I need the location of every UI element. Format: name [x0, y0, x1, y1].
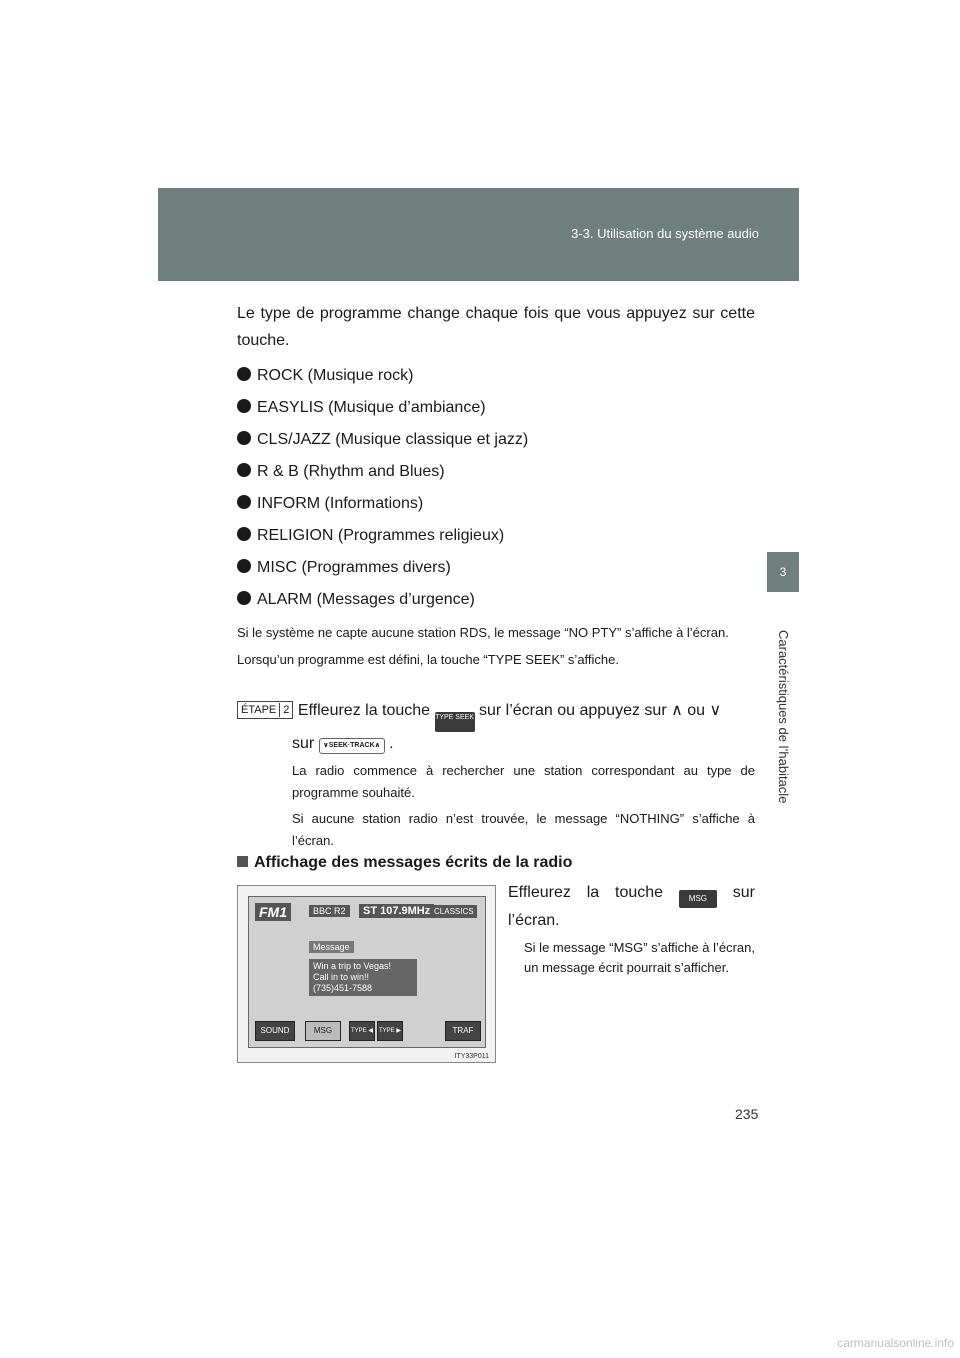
note-type-seek: Lorsqu’un programme est défini, la touche “TYPE SEEK” s’affiche.: [237, 652, 620, 667]
watermark: carmanualsonline.info: [837, 1336, 954, 1350]
figure-caption: ITY33P011: [454, 1053, 489, 1060]
step-2-line: ÉTAPE 2 Effleurez la touche TYPE SEEK sur l’écran ou appuyez sur ∧ ou ∨: [237, 700, 755, 732]
step-note: La radio commence à rechercher une station correspondant au type de programme souhaité.: [292, 763, 755, 800]
step-badge: ÉTAPE 2: [237, 701, 293, 719]
chapter-number-tab: 3: [767, 552, 799, 592]
intro-paragraph: Le type de programme change chaque fois que vous appuyez sur cette touche.: [237, 305, 755, 349]
note-no-pty: Si le système ne capte aucune station RDS, le message “NO PTY” s’affiche à l’écran.: [237, 625, 729, 640]
type-next-button[interactable]: TYPE ▶: [377, 1021, 403, 1041]
genre-label: CLASSICS: [431, 905, 477, 918]
step-note: Si aucune station radio n’est trouvée, le message “NOTHING” s’affiche à l’écran.: [292, 811, 755, 848]
list-item: RELIGION (Programmes religieux): [237, 520, 755, 552]
msg-instruction: Effleurez la touche MSG sur l’écran.: [508, 884, 755, 929]
main-content: [237, 300, 755, 670]
list-item: MISC (Programmes divers): [237, 552, 755, 584]
bullet-icon: [237, 527, 251, 541]
bullet-icon: [237, 591, 251, 605]
message-header: Message: [309, 941, 354, 953]
frequency-label: ST 107.9MHz: [359, 904, 434, 918]
seek-track-button-image: ∨SEEK·TRACK∧: [319, 738, 385, 754]
chapter-label: [775, 630, 795, 840]
page-number: 235: [735, 1106, 759, 1122]
sound-button[interactable]: SOUND: [255, 1021, 295, 1041]
msg-note: Si le message “MSG” s’affiche à l’écran, un message écrit pourrait s’afficher.: [524, 940, 755, 975]
radio-display: [248, 896, 486, 1048]
section-header: [158, 188, 799, 281]
bullet-icon: [237, 559, 251, 573]
step-2-notes: [292, 760, 755, 856]
msg-button[interactable]: MSG: [305, 1021, 341, 1041]
bullet-icon: [237, 431, 251, 445]
square-bullet-icon: [237, 856, 248, 867]
list-item: CLS/JAZZ (Musique classique et jazz): [237, 424, 755, 456]
band-label: FM1: [255, 903, 291, 921]
program-type-list: [237, 360, 755, 616]
chapter-label-text: Caractéristiques de l’habitacle: [776, 630, 791, 804]
list-item: ALARM (Messages d’urgence): [237, 584, 755, 616]
step-2-line-2: sur ∨SEEK·TRACK∧ .: [292, 735, 394, 752]
bullet-icon: [237, 399, 251, 413]
msg-button-image: MSG: [679, 890, 717, 908]
bullet-icon: [237, 495, 251, 509]
list-item: ROCK (Musique rock): [237, 360, 755, 392]
station-label: BBC R2: [309, 905, 350, 917]
message-body: Win a trip to Vegas! Call in to win!! (735)451-7588: [309, 959, 417, 996]
bullet-icon: [237, 463, 251, 477]
list-item: R & B (Rhythm and Blues): [237, 456, 755, 488]
list-item: INFORM (Informations): [237, 488, 755, 520]
subsection-title: Affichage des messages écrits de la radio: [237, 854, 572, 872]
list-item: EASYLIS (Musique d’ambiance): [237, 392, 755, 424]
bullet-icon: [237, 367, 251, 381]
radio-screen-illustration: [237, 885, 496, 1063]
traf-button[interactable]: TRAF: [445, 1021, 481, 1041]
section-title: 3-3. Utilisation du système audio: [571, 226, 759, 241]
type-seek-button-image: TYPE SEEK: [435, 712, 475, 732]
type-prev-button[interactable]: TYPE ◀: [349, 1021, 375, 1041]
